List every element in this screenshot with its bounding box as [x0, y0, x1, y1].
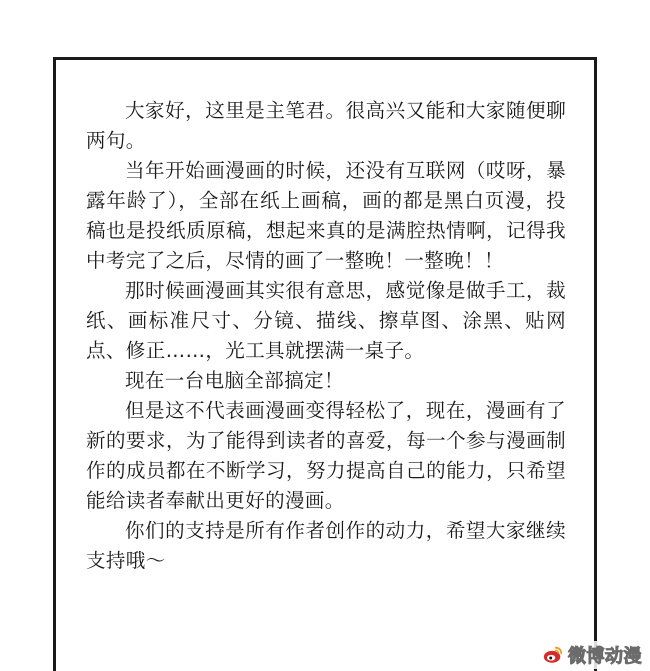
paragraph-computer: 现在一台电脑全部搞定！: [125, 369, 344, 392]
letter-frame: [53, 57, 597, 671]
paragraph-thanks: 你们的支持是所有作者创作的动力，希望大家继续支持哦～: [86, 519, 566, 572]
watermark: [538, 641, 646, 669]
paragraph-greeting: 大家好，这里是主笔君。很高兴又能和大家随便聊两句。: [86, 99, 566, 152]
weibo-logo-icon: [542, 644, 564, 666]
paragraph-handcraft: 那时候画漫画其实很有意思，感觉像是做手工，裁纸、画标准尺寸、分镜、描线、擦草图、涂黑、贴网点、修正……，光工具就摆满一桌子。: [86, 279, 566, 362]
watermark-text: 微博动漫: [568, 646, 642, 667]
paragraph-new-requirements: 但是这不代表画漫画变得轻松了，现在，漫画有了新的要求，为了能得到读者的喜爱，每一个参与漫画制作的成员都在不断学习，努力提高自己的能力，只希望能给读者奉献出更好的漫画。: [86, 399, 566, 512]
paragraph-early-days: 当年开始画漫画的时候，还没有互联网（哎呀，暴露年龄了），全部在纸上画稿，画的都是黑白页漫，投稿也是投纸质原稿，想起来真的是满腔热情啊，记得我中考完了之后，尽情的画了一整晚！一整晚！！: [86, 159, 566, 272]
letter-body: [86, 96, 566, 576]
